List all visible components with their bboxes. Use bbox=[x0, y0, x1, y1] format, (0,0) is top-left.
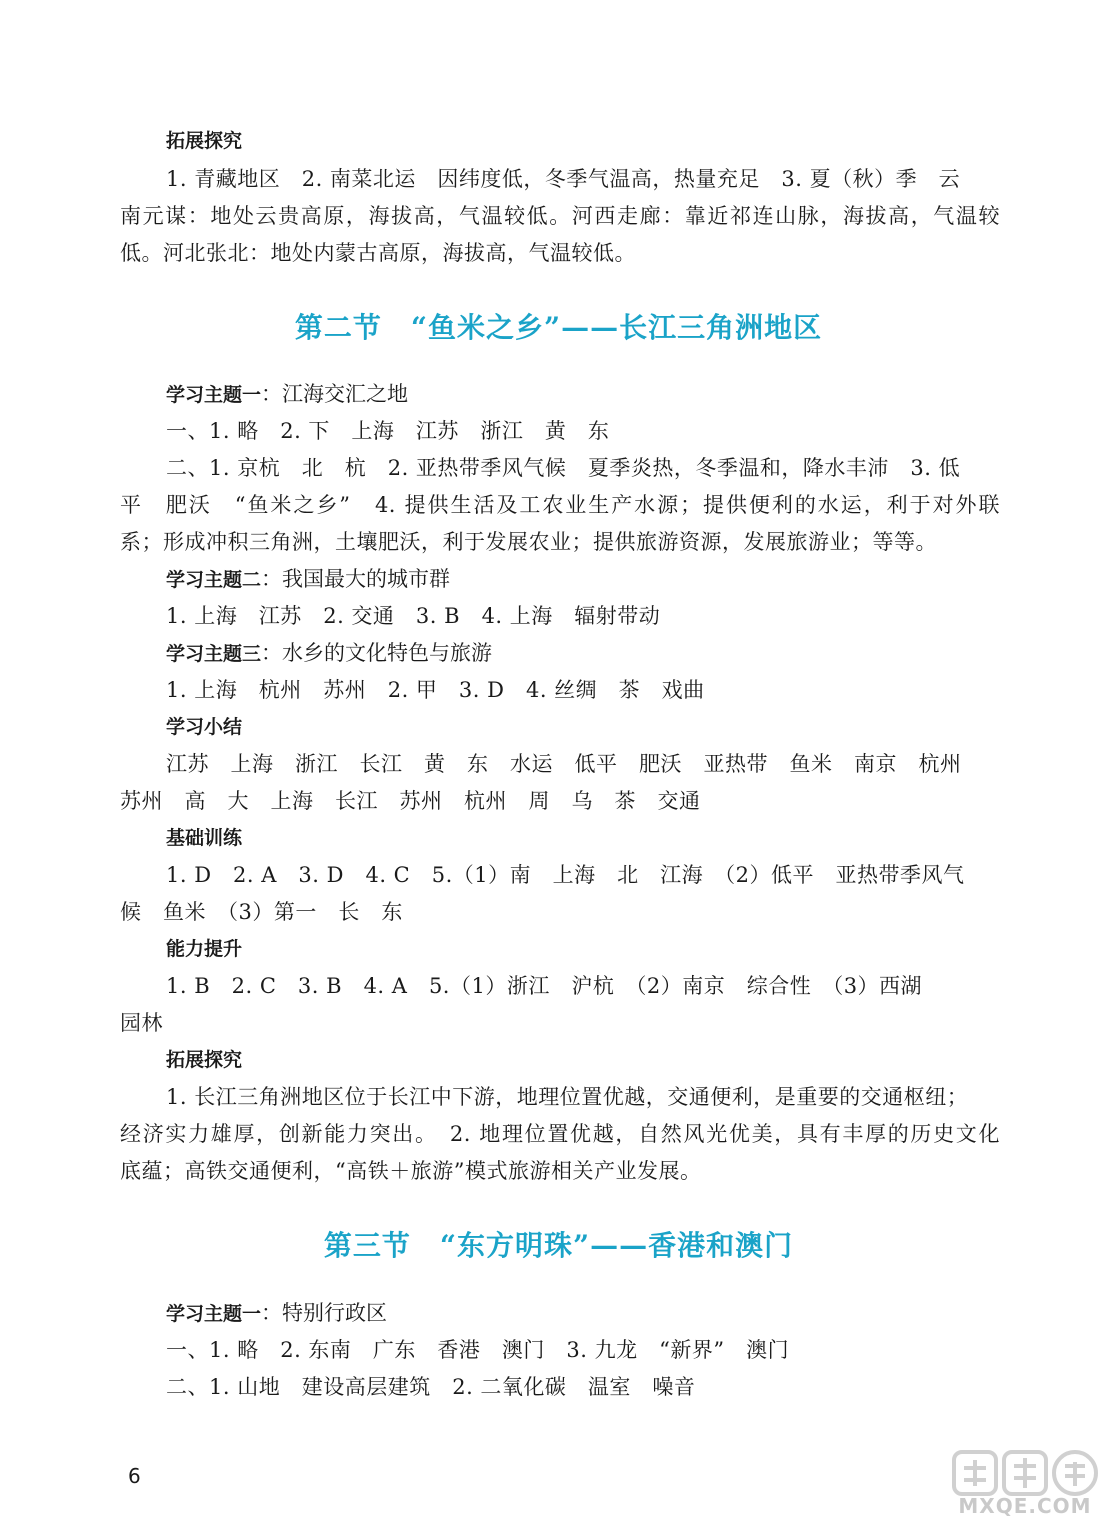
topic-label: 学习主题一 bbox=[166, 384, 262, 406]
answer-line: 候 鱼米 （3）第一 长 东 bbox=[120, 900, 403, 924]
answer-line: 1. 上海 杭州 苏州 2. 甲 3. D 4. 丝绸 茶 戏曲 bbox=[166, 678, 705, 702]
watermark-url: MXQE.COM bbox=[958, 1494, 1092, 1518]
page-number: 6 bbox=[128, 1464, 141, 1488]
answer-line: 底蕴；高铁交通便利，“高铁＋旅游”模式旅游相关产业发展。 bbox=[120, 1159, 702, 1183]
summary-line: 江苏 上海 浙江 长江 黄 东 水运 低平 肥沃 亚热带 鱼米 南京 杭州 bbox=[166, 752, 962, 776]
topic-title: ：水乡的文化特色与旅游 bbox=[261, 641, 493, 665]
topic-label: 学习主题一 bbox=[166, 1303, 262, 1325]
paragraph-line: 1. 青藏地区 2. 南菜北运 因纬度低，冬季气温高，热量充足 3. 夏（秋）季 云 bbox=[166, 167, 961, 191]
topic-label: 学习主题三 bbox=[166, 643, 262, 665]
paragraph-line: 南元谋：地处云贵高原，海拔高，气温较低。河西走廊：靠近祁连山脉，海拔高，气温较 bbox=[120, 204, 1000, 228]
answer-line: 二、1. 京杭 北 杭 2. 亚热带季风气候 夏季炎热，冬季温和，降水丰沛 3. 低 bbox=[166, 456, 961, 480]
answer-line: 平 肥沃 “鱼米之乡” 4. 提供生活及工农业生产水源；提供便利的水运，利于对外联 bbox=[120, 493, 1000, 517]
topic-heading bbox=[166, 376, 408, 414]
answer-line: 系；形成冲积三角洲，土壤肥沃，利于发展农业；提供旅游资源，发展旅游业；等等。 bbox=[120, 530, 937, 554]
topic-heading bbox=[166, 635, 492, 673]
topic-title: ：江海交汇之地 bbox=[261, 382, 409, 406]
topic-heading bbox=[166, 561, 450, 599]
answer-line: 1. 长江三角洲地区位于长江中下游，地理位置优越，交通便利，是重要的交通枢纽； bbox=[166, 1085, 969, 1109]
section-title: 第三节 “东方明珠”——香港和澳门 bbox=[323, 1229, 794, 1262]
answer-line: 园林 bbox=[120, 1011, 163, 1035]
watermark-logo bbox=[950, 1448, 1100, 1528]
explore-heading: 拓展探究 bbox=[166, 1049, 243, 1071]
topic-heading bbox=[166, 1295, 387, 1333]
watermark-logo-icon bbox=[950, 1448, 1100, 1498]
ability-heading: 能力提升 bbox=[166, 938, 243, 960]
summary-heading: 学习小结 bbox=[166, 716, 243, 738]
topic-label: 学习主题二 bbox=[166, 569, 262, 591]
answer-line: 1. D 2. A 3. D 4. C 5.（1）南 上海 北 江海 （2）低平 亚热带季风气 bbox=[166, 863, 965, 887]
answer-line: 经济实力雄厚，创新能力突出。 2. 地理位置优越，自然风光优美，具有丰厚的历史文化 bbox=[120, 1122, 1000, 1146]
section-heading-explore: 拓展探究 bbox=[166, 130, 243, 152]
answer-line: 二、1. 山地 建设高层建筑 2. 二氧化碳 温室 噪音 bbox=[166, 1375, 696, 1399]
basic-training-heading: 基础训练 bbox=[166, 827, 243, 849]
answer-line: 一、1. 略 2. 东南 广东 香港 澳门 3. 九龙 “新界” 澳门 bbox=[166, 1338, 790, 1362]
topic-title: ：特别行政区 bbox=[261, 1301, 388, 1325]
paragraph-line: 低。河北张北：地处内蒙古高原，海拔高，气温较低。 bbox=[120, 241, 636, 265]
answer-line: 1. B 2. C 3. B 4. A 5.（1）浙江 沪杭 （2）南京 综合性 （3）西湖 bbox=[166, 974, 923, 998]
topic-title: ：我国最大的城市群 bbox=[261, 567, 451, 591]
answer-line: 一、1. 略 2. 下 上海 江苏 浙江 黄 东 bbox=[166, 419, 610, 443]
summary-line: 苏州 高 大 上海 长江 苏州 杭州 周 乌 茶 交通 bbox=[120, 789, 701, 813]
answer-line: 1. 上海 江苏 2. 交通 3. B 4. 上海 辐射带动 bbox=[166, 604, 661, 628]
section-title: 第二节 “鱼米之乡”——长江三角洲地区 bbox=[294, 311, 823, 344]
